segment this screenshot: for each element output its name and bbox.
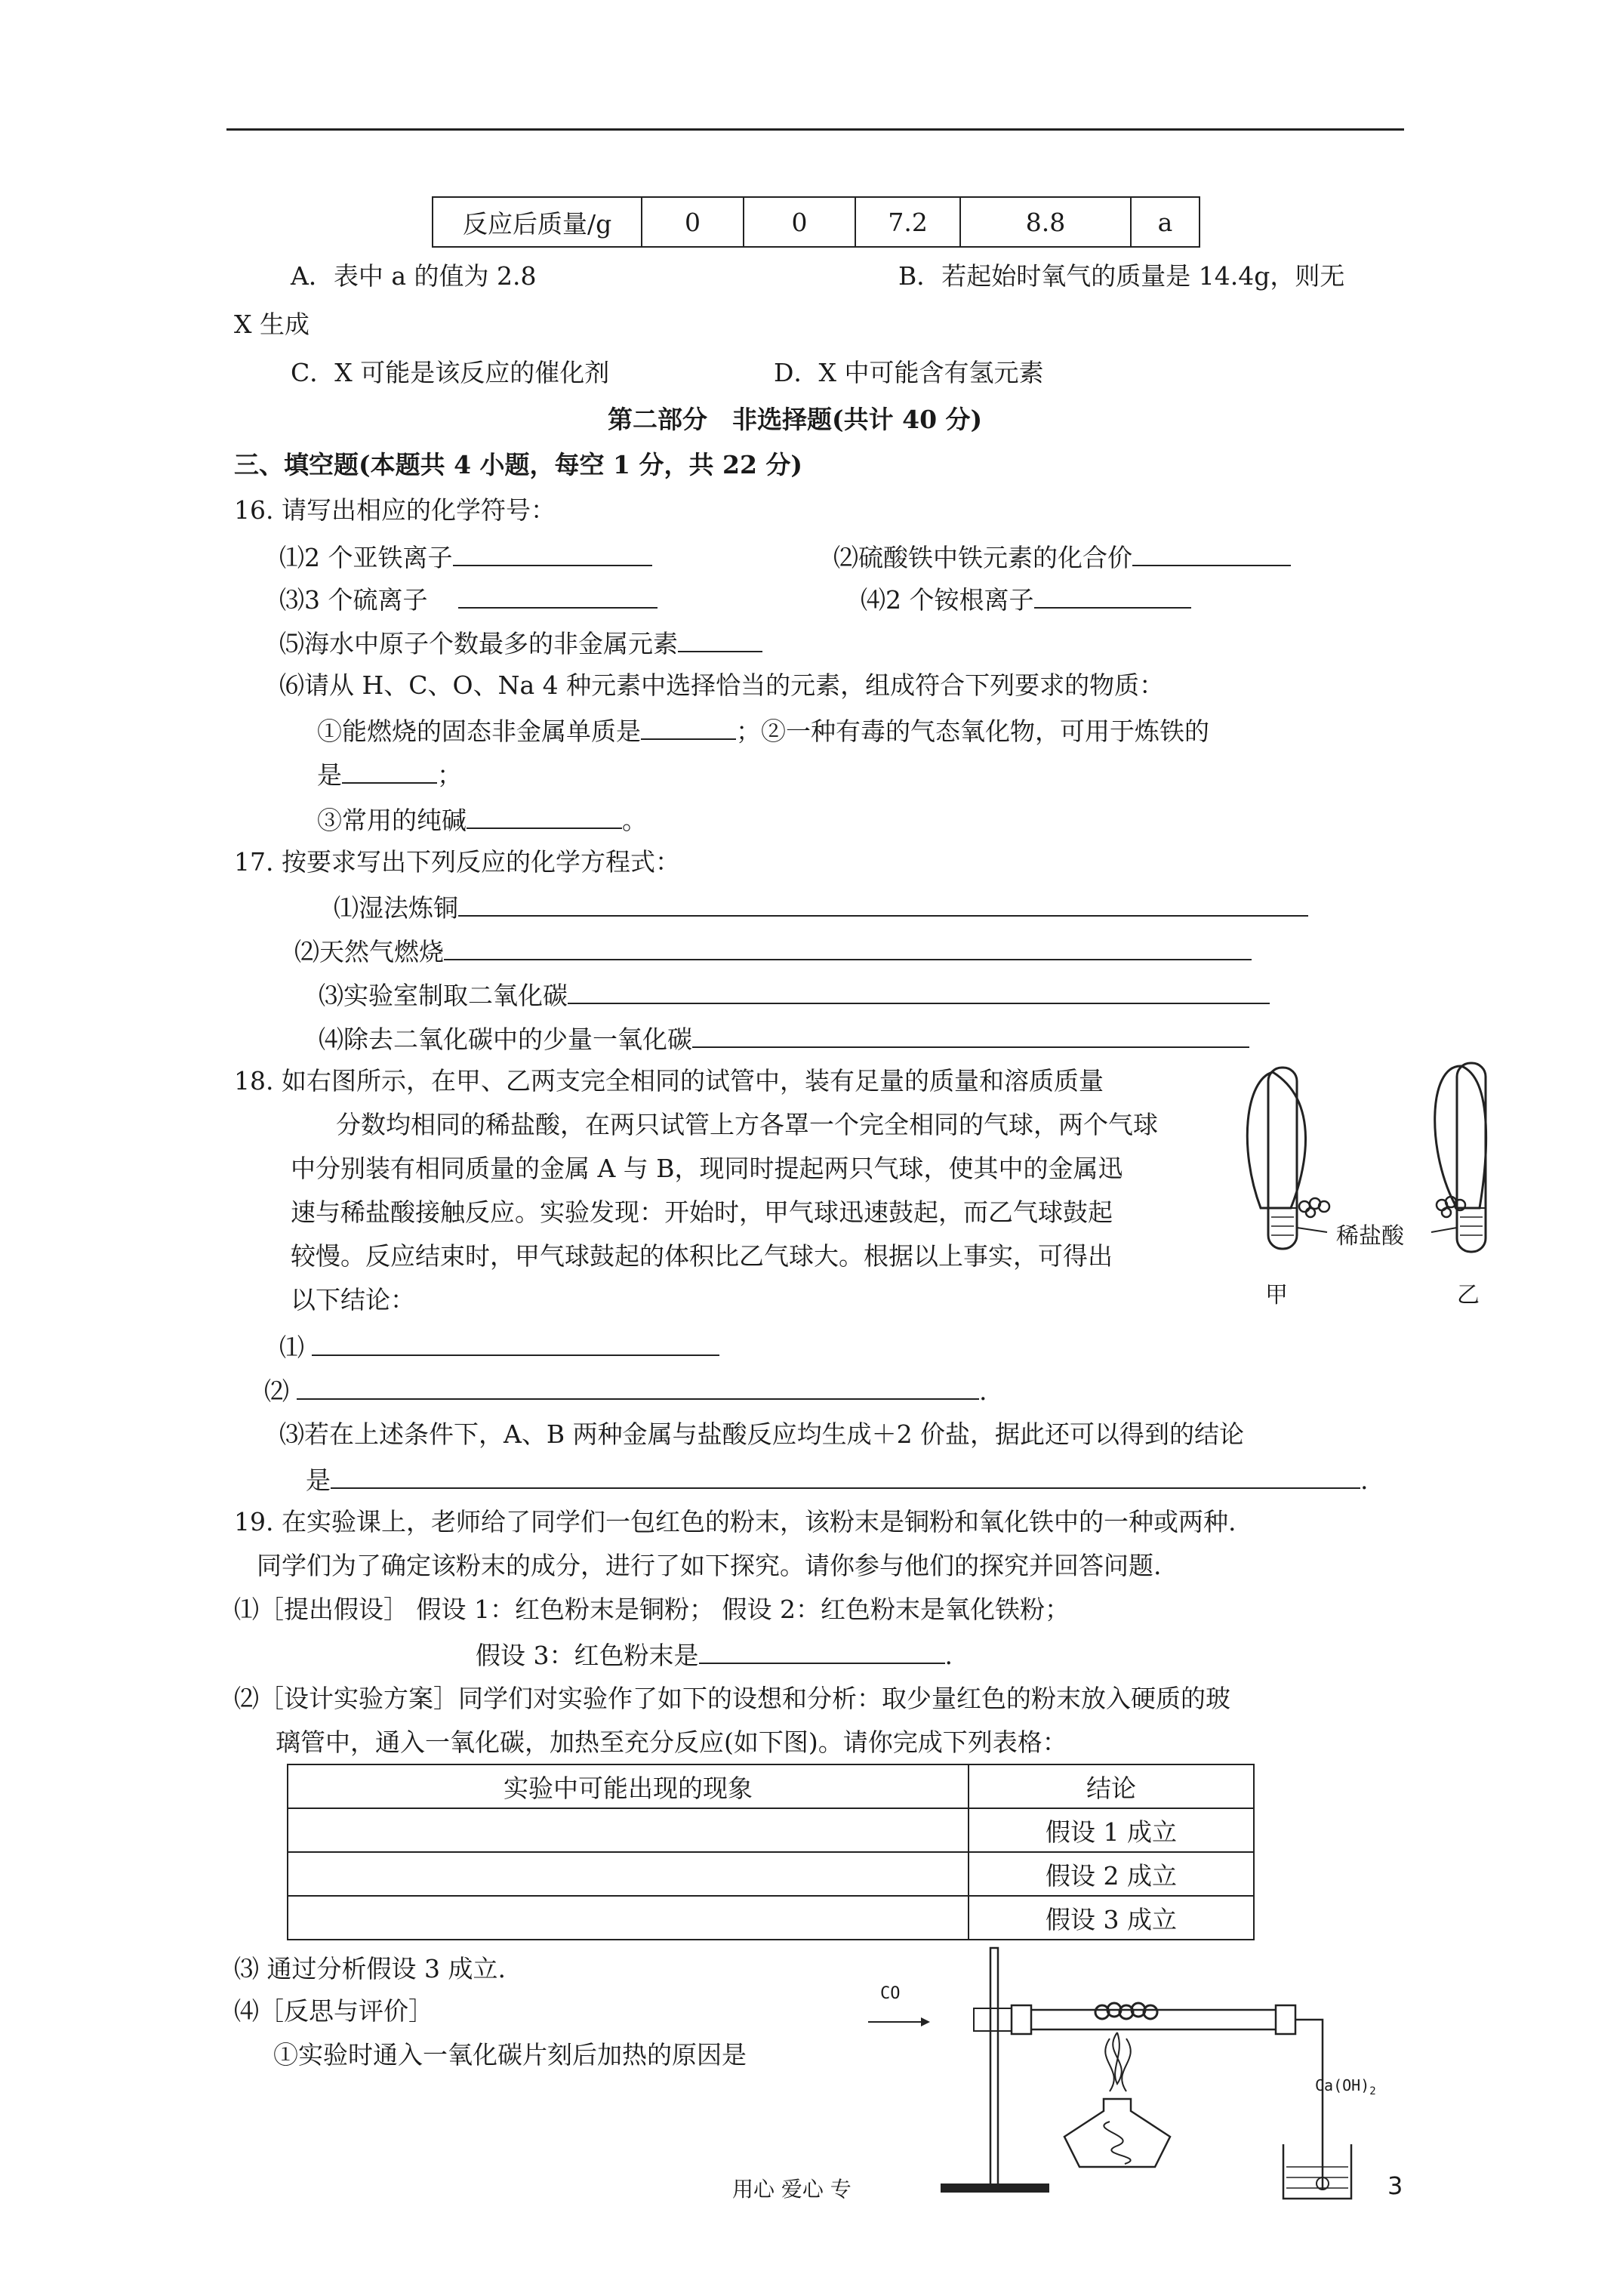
q18-conclusion1-label: ⑴ [279, 1333, 304, 1362]
q18-line3: 中分别装有相同质量的金属 A 与 B，现同时提起两只气球，使其中的金属迅 [291, 1154, 1123, 1183]
answer-blank[interactable] [331, 1463, 1360, 1489]
tube-jia-icon [1268, 1068, 1297, 1249]
answer-blank[interactable] [641, 714, 736, 740]
caoh-formula: Ca(OH) [1315, 2076, 1370, 2094]
answer-blank[interactable] [1132, 541, 1291, 566]
q17-stem: 17. 按要求写出下列反应的化学方程式： [234, 847, 680, 877]
figure-label-acid: 稀盐酸 [1336, 1223, 1404, 1250]
q16-part5-label: ⑸海水中原子个数最多的非金属元素 [279, 629, 678, 658]
q16-part6-1 [317, 714, 1209, 747]
table-row [288, 1852, 1254, 1896]
punct: ； [437, 760, 462, 790]
table-cell: 8.8 [960, 197, 1131, 247]
page-number: 3 [1387, 2171, 1403, 2200]
figure-label-yi: 乙 [1457, 1282, 1480, 1308]
answer-blank[interactable] [458, 583, 658, 609]
q17-part2-label: ⑵天然气燃烧 [294, 937, 444, 966]
caoh-subscript: 2 [1369, 2085, 1376, 2097]
q18-conclusion3-b [306, 1463, 1369, 1496]
q16-part6-2 [317, 758, 462, 791]
option-c: C．X 可能是该反应的催化剂 [291, 358, 610, 387]
punct: . [944, 1641, 953, 1670]
q18-line5: 较慢。反应结束时，甲气球鼓起的体积比乙气球大。根据以上事实，可得出 [291, 1241, 1113, 1271]
option-d: D．X 中可能含有氢元素 [774, 358, 1044, 387]
table-cell: 7.2 [855, 197, 960, 247]
glass-tube-icon [1027, 2010, 1283, 2029]
q19-hypothesis3 [476, 1638, 953, 1671]
table-row [433, 197, 1200, 247]
q19-part1: ⑴［提出假设］ 假设 1：红色粉末是铜粉； 假设 2：红色粉末是氧化铁粉； [234, 1595, 1070, 1624]
table-row-label: 反应后质量/g [433, 197, 642, 247]
punct: . [979, 1376, 987, 1406]
table-cell-phenomenon[interactable] [288, 1852, 969, 1896]
alcohol-lamp-icon [1064, 2099, 1170, 2167]
q16-part6-1-label: ①能燃烧的固态非金属单质是 [317, 717, 641, 746]
q19-part2-cont: 璃管中，通入一氧化碳，加热至充分反应(如下图)。请你完成下列表格： [276, 1727, 1067, 1757]
answer-blank[interactable] [1034, 583, 1191, 609]
q18-conclusion3-label: 是 [306, 1465, 331, 1495]
q16-part6-2-label-b: 是 [317, 760, 342, 790]
q19-line2: 同学们为了确定该粉末的成分，进行了如下探究。请你参与他们的探究并回答问题. [257, 1551, 1162, 1580]
test-tube-figure [1238, 1057, 1495, 1314]
figure-label-caoh [1315, 2076, 1376, 2097]
q19-part4: ⑷［反思与评价］ [234, 1996, 433, 2026]
table-header: 实验中可能出现的现象 [288, 1764, 969, 1808]
q19-line1: 19. 在实验课上，老师给了同学们一包红色的粉末，该粉末是铜粉和氧化铁中的一种或两种. [234, 1507, 1236, 1536]
table-cell: 0 [642, 197, 744, 247]
answer-blank[interactable] [458, 891, 1308, 917]
answer-blank[interactable] [692, 1022, 1249, 1048]
q16-part6: ⑹请从 H、C、O、Na 4 种元素中选择恰当的元素，组成符合下列要求的物质： [279, 670, 1165, 700]
q19-part4-1: ①实验时通入一氧化碳片刻后加热的原因是 [273, 2040, 747, 2069]
q16-part4-label: ⑷2 个铵根离子 [861, 585, 1034, 615]
option-b-cont: X 生成 [234, 310, 310, 339]
q16-part6-3-label: ③常用的纯碱 [317, 806, 467, 835]
q18-line2: 分数均相同的稀盐酸，在两只试管上方各罩一个完全相同的气球，两个气球 [336, 1110, 1158, 1139]
q19-part2: ⑵［设计实验方案］同学们对实验作了如下的设想和分析：取少量红色的粉末放入硬质的玻 [234, 1684, 1230, 1713]
q16-part3-label: ⑶3 个硫离子 [279, 585, 428, 615]
mass-table [432, 196, 1200, 248]
q16-part3 [279, 583, 658, 615]
footer-text: 用心 爱心 专 [732, 2177, 852, 2202]
option-a: A．表中 a 的值为 2.8 [291, 261, 537, 291]
q17-part3 [319, 978, 1270, 1011]
table-row [288, 1808, 1254, 1852]
punct: . [1360, 1465, 1369, 1495]
beaker-icon [1283, 2144, 1351, 2199]
answer-blank[interactable] [444, 935, 1252, 960]
figure-label-jia: 甲 [1265, 1282, 1288, 1308]
q17-part4 [319, 1022, 1249, 1055]
answer-blank[interactable] [342, 758, 437, 784]
q16-part6-2-label: ；②一种有毒的气态氧化物，可用于炼铁的 [736, 717, 1209, 746]
answer-blank[interactable] [453, 541, 652, 566]
q16-stem: 16. 请写出相应的化学符号： [234, 495, 556, 525]
q16-part2 [833, 541, 1291, 573]
q18-conclusion2-label: ⑵ [264, 1376, 289, 1406]
table-cell: 0 [744, 197, 855, 247]
q18-conclusion3: ⑶若在上述条件下，A、B 两种金属与盐酸反应均生成＋2 价盐，据此还可以得到的结论 [279, 1419, 1245, 1449]
part2-title: 第二部分 非选择题(共计 40 分) [608, 405, 983, 434]
q18-line4: 速与稀盐酸接触反应。实验发现：开始时，甲气球迅速鼓起，而乙气球鼓起 [291, 1197, 1113, 1227]
apparatus-figure [861, 1940, 1359, 2212]
q19-hypothesis3-label: 假设 3：红色粉末是 [476, 1641, 699, 1670]
q16-part2-label: ⑵硫酸铁中铁元素的化合价 [833, 543, 1132, 572]
answer-blank[interactable] [699, 1638, 945, 1664]
option-b: B．若起始时氧气的质量是 14.4g，则无 [898, 261, 1345, 291]
figure-label-co: CO [880, 1984, 901, 2003]
section3-title: 三、填空题(本题共 4 小题，每空 1 分，共 22 分) [234, 450, 803, 479]
balloon-yi-icon [1435, 1066, 1486, 1208]
answer-blank[interactable] [678, 627, 762, 652]
answer-blank[interactable] [297, 1374, 979, 1400]
q18-line6: 以下结论： [291, 1285, 415, 1314]
table-header: 结论 [969, 1764, 1254, 1808]
q17-part1 [334, 891, 1308, 923]
q16-part6-3 [317, 803, 647, 836]
table-header-row [288, 1764, 1254, 1808]
q17-part2 [294, 935, 1252, 967]
header-rule [226, 128, 1404, 131]
table-cell-phenomenon[interactable] [288, 1808, 969, 1852]
table-cell-conclusion: 假设 1 成立 [969, 1808, 1254, 1852]
q19-part3: ⑶ 通过分析假设 3 成立. [234, 1954, 506, 1983]
q16-part4 [861, 583, 1191, 615]
punct: 。 [622, 806, 647, 835]
answer-blank[interactable] [467, 803, 622, 829]
q18-conclusion2 [264, 1374, 987, 1407]
q16-part1 [279, 541, 652, 573]
table-cell-conclusion: 假设 2 成立 [969, 1852, 1254, 1896]
table-cell: a [1131, 197, 1200, 247]
q17-part4-label: ⑷除去二氧化碳中的少量一氧化碳 [319, 1025, 692, 1054]
q18-line1: 18. 如右图所示，在甲、乙两支完全相同的试管中，装有足量的质量和溶质质量 [234, 1066, 1104, 1096]
q18-conclusion1 [279, 1330, 719, 1363]
q16-part5 [279, 627, 762, 659]
table-row [288, 1896, 1254, 1940]
answer-blank[interactable] [312, 1330, 719, 1356]
q17-part1-label: ⑴湿法炼铜 [334, 893, 458, 923]
iron-stand-icon [990, 1948, 998, 2190]
q17-part3-label: ⑶实验室制取二氧化碳 [319, 981, 568, 1010]
experiment-table [287, 1764, 1255, 1940]
q16-part1-label: ⑴2 个亚铁离子 [279, 543, 453, 572]
table-cell-conclusion: 假设 3 成立 [969, 1896, 1254, 1940]
answer-blank[interactable] [568, 978, 1270, 1004]
table-cell-phenomenon[interactable] [288, 1896, 969, 1940]
